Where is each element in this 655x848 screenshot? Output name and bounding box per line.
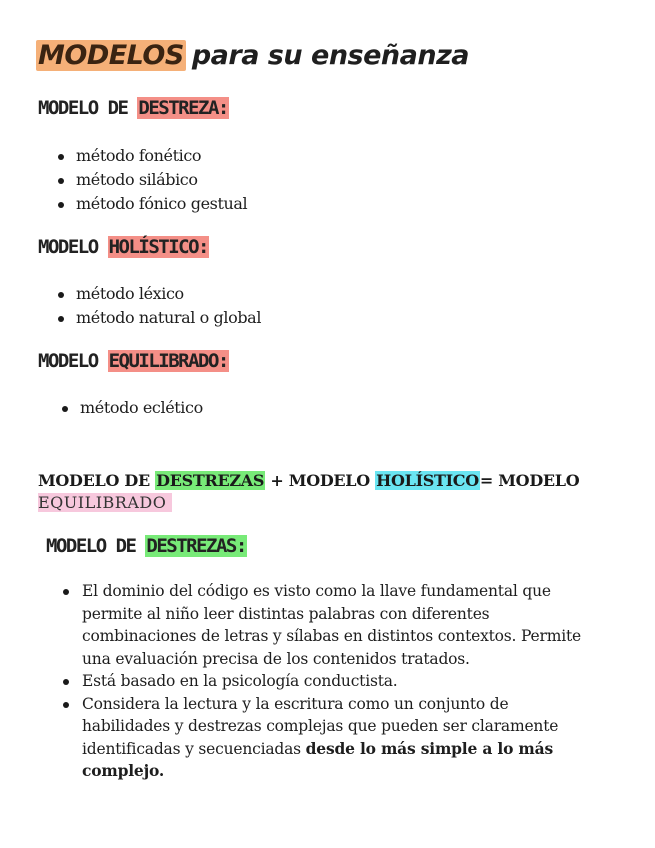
page-title <box>36 40 469 71</box>
formula-destrezas: DESTREZAS <box>156 471 265 490</box>
section-heading-prefix: MODELO <box>38 350 98 372</box>
section-heading-holistico <box>38 236 209 258</box>
list-item: El dominio del código es visto como la llave fundamental que permite al niño leer distintas palabras con diferentes combinaciones de letras y sílabas en distintos contextos. Permite una evaluación precisa de los contenidos tratados. <box>58 580 588 670</box>
formula-equilibrado: EQUILIBRADO <box>38 493 172 512</box>
list-item: método léxico <box>54 282 261 306</box>
list-item: Está basado en la psicología conductista. <box>58 670 588 693</box>
section-heading-highlight: EQUILIBRADO: <box>108 350 228 372</box>
section-heading-destreza <box>38 97 229 119</box>
model-formula <box>38 470 598 514</box>
section-list-equilibrado <box>58 396 203 420</box>
detail-heading-highlight: DESTREZAS: <box>146 535 246 557</box>
section-heading-highlight: HOLÍSTICO: <box>108 236 208 258</box>
formula-plus: + MODELO <box>270 471 370 490</box>
formula-equals: = MODELO <box>479 471 580 490</box>
list-item: método natural o global <box>54 306 261 330</box>
formula-part1: MODELO DE <box>38 471 150 490</box>
detail-list <box>58 580 588 783</box>
list-item: método fónico gestual <box>54 192 247 216</box>
section-heading-prefix: MODELO DE <box>38 97 128 119</box>
section-list-destreza <box>54 144 247 216</box>
detail-heading <box>46 535 247 557</box>
list-item: método eclético <box>58 396 203 420</box>
section-list-holistico <box>54 282 261 330</box>
section-heading-prefix: MODELO <box>38 236 98 258</box>
list-item: método fonético <box>54 144 247 168</box>
list-item: método silábico <box>54 168 247 192</box>
title-highlight: MODELOS <box>38 40 184 71</box>
section-heading-equilibrado <box>38 350 229 372</box>
list-item: Considera la lectura y la escritura como un conjunto de habilidades y destrezas complejas que pueden ser claramente identificadas y secuenciadas desde lo más simple a lo más complejo. <box>58 693 588 783</box>
detail-heading-prefix: MODELO DE <box>46 535 136 557</box>
title-rest: para su enseñanza <box>191 40 470 71</box>
section-heading-highlight: DESTREZA: <box>138 97 228 119</box>
formula-holistico: HOLÍSTICO <box>376 471 479 490</box>
bold-phrase: desde lo más simple a lo más complejo. <box>82 738 553 780</box>
